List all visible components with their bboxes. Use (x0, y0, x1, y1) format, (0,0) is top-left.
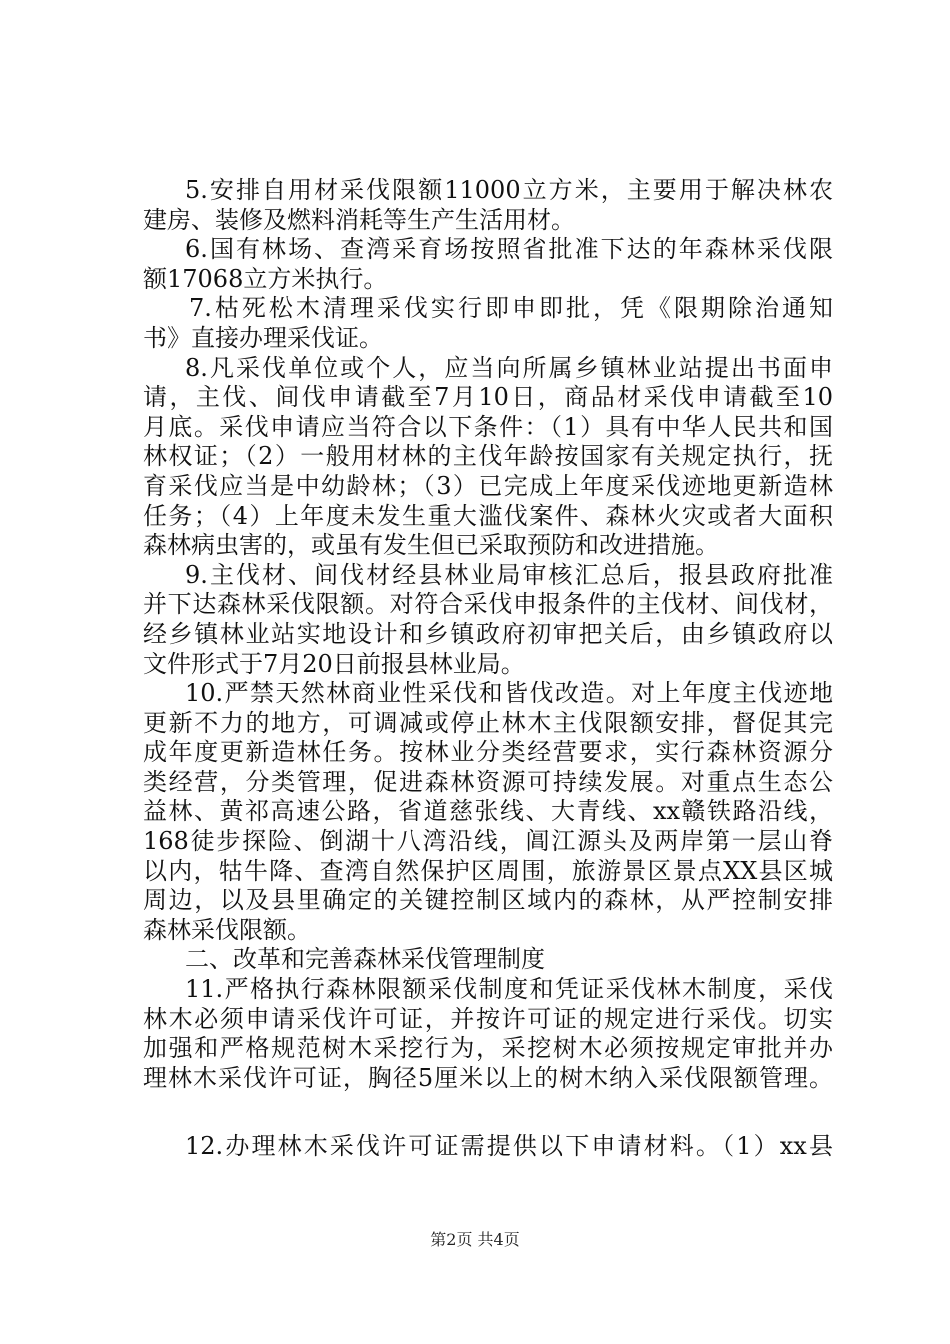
text-line: 周边，以及县里确定的关键控制区域内的森林，从严控制安排 (143, 886, 833, 915)
text-line: 成年度更新造林任务。按林业分类经营要求，实行森林资源分 (143, 738, 833, 767)
text-line: 益林、黄祁高速公路，省道慈张线、大青线、xx赣铁路沿线， (143, 797, 833, 826)
text-line: 加强和严格规范树木采挖行为，采挖树木必须按规定审批并办 (143, 1034, 833, 1063)
text-line: 类经营，分类管理，促进森林资源可持续发展。对重点生态公 (143, 767, 833, 796)
text-line: 更新不力的地方，可调减或停止林木主伐限额安排，督促其完 (143, 708, 833, 737)
paragraph-5 (143, 176, 833, 235)
text-line: 文件形式于7月20日前报县林业局。 (143, 649, 525, 678)
text-line: 额17068立方米执行。 (143, 264, 388, 293)
paragraph-spacer (143, 1093, 833, 1132)
text-line: 8.凡采伐单位或个人，应当向所属乡镇林业站提出书面申 (185, 353, 833, 382)
text-line: 月底。采伐申请应当符合以下条件：（1）具有中华人民共和国 (143, 412, 833, 441)
paragraph-9 (143, 561, 833, 679)
paragraph-7 (143, 294, 833, 353)
paragraph-10 (143, 679, 833, 945)
text-line: 11.严格执行森林限额采伐制度和凭证采伐林木制度，采伐 (185, 975, 833, 1004)
text-line: 请，主伐、间伐申请截至7月10日，商品材采伐申请截至10 (143, 383, 833, 412)
text-line: 9.主伐材、间伐材经县林业局审核汇总后，报县政府批准 (185, 560, 833, 589)
section-heading (143, 945, 833, 975)
text-line: 并下达森林采伐限额。对符合采伐申报条件的主伐材、间伐材， (143, 590, 833, 619)
page-footer: 第2页 共4页 (430, 1230, 520, 1249)
text-line: 建房、装修及燃料消耗等生产生活用材。 (143, 205, 575, 234)
text-line: 森林采伐限额。 (143, 915, 311, 944)
text-line: 育采伐应当是中幼龄林；（3）已完成上年度采伐迹地更新造林 (143, 471, 833, 500)
section-heading-text: 二、改革和完善森林采伐管理制度 (185, 945, 545, 974)
text-line: 森林病虫害的，或虽有发生但已采取预防和改进措施。 (143, 531, 719, 560)
text-line: 12.办理林木采伐许可证需提供以下申请材料。（1）xx县 (185, 1132, 833, 1161)
text-line: 林权证；（2）一般用材林的主伐年龄按国家有关规定执行，抚 (143, 442, 833, 471)
text-line: 林木必须申请采伐许可证，并按许可证的规定进行采伐。切实 (143, 1004, 833, 1033)
paragraph-11 (143, 975, 833, 1093)
text-line: 以内，牯牛降、查湾自然保护区周围，旅游景区景点XX县区城 (143, 856, 833, 885)
document-body (143, 176, 833, 1162)
text-line: 10.严禁天然林商业性采伐和皆伐改造。对上年度主伐迹地 (185, 679, 833, 708)
paragraph-6 (143, 235, 833, 294)
text-line: 7.枯死松木清理采伐实行即申即批，凭《限期除治通知 (189, 294, 833, 323)
text-line: 经乡镇林业站实地设计和乡镇政府初审把关后，由乡镇政府以 (143, 619, 833, 648)
text-line: 书》直接办理采伐证。 (143, 323, 383, 352)
text-line: 5.安排自用材采伐限额11000立方米，主要用于解决林农 (185, 176, 833, 204)
text-line: 任务；（4）上年度未发生重大滥伐案件、森林火灾或者大面积 (143, 501, 833, 530)
paragraph-12 (143, 1132, 833, 1162)
text-line: 6.国有林场、查湾采育场按照省批准下达的年森林采伐限 (185, 235, 833, 264)
text-line: 理林木采伐许可证，胸径5厘米以上的树木纳入采伐限额管理。 (143, 1063, 833, 1092)
paragraph-8 (143, 354, 833, 561)
text-line: 168徒步探险、倒湖十八湾沿线，阊江源头及两岸第一层山脊 (143, 827, 833, 856)
